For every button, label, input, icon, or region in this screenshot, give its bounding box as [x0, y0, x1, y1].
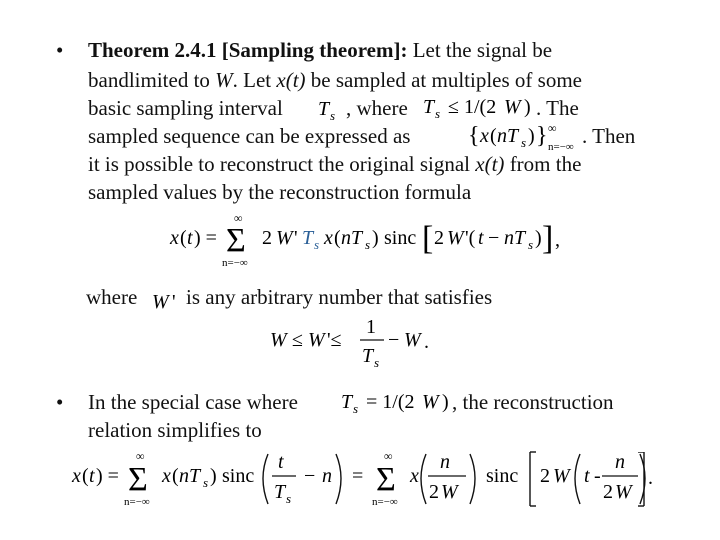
svg-text:) =: ) =: [194, 227, 217, 249]
svg-text:{: {: [468, 123, 480, 149]
text: . The: [536, 96, 579, 120]
svg-text:W: W: [270, 329, 287, 351]
svg-text:W: W: [441, 481, 458, 503]
svg-text:n=−∞: n=−∞: [124, 496, 150, 508]
svg-text:): ): [442, 391, 449, 413]
svg-text:t: t: [478, 227, 484, 249]
svg-text:= 1/(2: = 1/(2: [366, 391, 415, 413]
svg-text:sinc: sinc: [486, 465, 519, 487]
svg-text:s: s: [365, 237, 371, 252]
where-text: is any arbitrary number that satisfies: [186, 285, 493, 309]
svg-text:∞: ∞: [548, 121, 557, 135]
svg-text:−: −: [488, 227, 500, 249]
theorem-line-4b: [582, 124, 635, 149]
math-simplified-formula: [70, 446, 650, 512]
svg-text:n=−∞: n=−∞: [548, 141, 574, 153]
bullet-1: •: [56, 38, 64, 62]
svg-text:n: n: [615, 451, 625, 473]
svg-text:1: 1: [366, 316, 376, 338]
svg-text:n: n: [440, 451, 450, 473]
svg-text:(: (: [172, 465, 179, 487]
symbol-xt: x(t): [276, 68, 306, 92]
text: basic sampling interval: [88, 96, 283, 120]
svg-text:s: s: [203, 475, 209, 490]
text: Let the signal be: [407, 38, 553, 62]
svg-text:'(: '(: [465, 227, 476, 249]
text: sampled sequence can be expressed as: [88, 124, 411, 148]
svg-text:Σ: Σ: [376, 461, 396, 498]
svg-text:s: s: [521, 135, 527, 150]
svg-text:x: x: [162, 465, 171, 487]
svg-text:−: −: [304, 465, 316, 487]
svg-text:W: W: [553, 465, 570, 487]
math-special-condition: [338, 386, 450, 416]
svg-text:t: t: [89, 465, 95, 487]
symbol-xt: x(t): [475, 152, 505, 176]
svg-text:W: W: [615, 481, 632, 503]
svg-text:(: (: [82, 465, 89, 487]
svg-text:2: 2: [434, 227, 444, 249]
svg-text:W: W: [308, 329, 325, 351]
svg-text:W: W: [152, 291, 169, 313]
svg-text:T: T: [341, 391, 353, 413]
math-reconstruction-formula: [166, 208, 566, 270]
svg-text:,: ,: [555, 229, 560, 251]
svg-text:Σ: Σ: [128, 461, 148, 498]
special-line-1b: , the reconstruction: [452, 390, 614, 414]
svg-text:T: T: [302, 227, 314, 249]
svg-text:sinc: sinc: [222, 465, 255, 487]
svg-text:t: t: [584, 465, 590, 487]
special-line-2: relation simplifies to: [88, 418, 262, 442]
text: . Let: [232, 68, 277, 92]
text: bandlimited to: [88, 68, 216, 92]
svg-text:n=−∞: n=−∞: [372, 496, 398, 508]
svg-text:s: s: [314, 237, 320, 252]
svg-text:≤ 1/(2: ≤ 1/(2: [448, 96, 497, 118]
text: . Then: [582, 124, 636, 148]
svg-text:.: .: [648, 467, 653, 489]
svg-text:T: T: [362, 345, 374, 367]
svg-text:x: x: [410, 465, 419, 487]
svg-text:Σ: Σ: [226, 222, 246, 259]
svg-text:T: T: [318, 98, 330, 120]
svg-text:): ): [535, 227, 542, 249]
svg-text:): ): [528, 125, 535, 147]
svg-text:2: 2: [429, 481, 439, 503]
svg-text:T: T: [274, 481, 286, 503]
theorem-line-1: [88, 38, 552, 63]
theorem-line-2: [88, 68, 582, 93]
svg-text:sinc: sinc: [384, 227, 417, 249]
svg-text:x: x: [480, 125, 489, 147]
special-line-1a: In the special case where: [88, 390, 298, 414]
svg-text:n=−∞: n=−∞: [222, 257, 248, 269]
svg-text:s: s: [528, 237, 534, 252]
svg-text:s: s: [374, 355, 380, 370]
svg-text:T: T: [423, 96, 435, 118]
svg-text:=: =: [352, 465, 364, 487]
svg-text:W: W: [447, 227, 464, 249]
svg-text:∞: ∞: [234, 211, 243, 225]
svg-text:[: [: [422, 220, 434, 257]
svg-text:': ': [294, 227, 298, 249]
svg-text:2: 2: [540, 465, 550, 487]
math-Wprime: [150, 286, 184, 316]
svg-text:(: (: [490, 125, 497, 147]
svg-text:x: x: [170, 227, 179, 249]
svg-text:2: 2: [603, 481, 613, 503]
theorem-line-3a: [88, 96, 283, 121]
svg-text:nT: nT: [341, 227, 363, 249]
svg-text:t: t: [278, 451, 284, 473]
svg-text:W: W: [404, 329, 421, 351]
svg-text:s: s: [286, 491, 292, 506]
where-label: where: [86, 285, 138, 309]
svg-text:∞: ∞: [136, 449, 145, 463]
svg-text:(: (: [334, 227, 341, 249]
svg-text:nT: nT: [497, 125, 519, 147]
svg-text:(: (: [180, 227, 187, 249]
symbol-W: W: [215, 68, 233, 92]
svg-text:t: t: [187, 227, 193, 249]
svg-text:x: x: [72, 465, 81, 487]
svg-text:-: -: [594, 465, 601, 487]
svg-text:s: s: [330, 108, 336, 123]
text: from the: [504, 152, 582, 176]
svg-text:.: .: [424, 331, 429, 353]
svg-text:': ': [172, 291, 176, 313]
text: be sampled at multiples of some: [305, 68, 582, 92]
svg-text:nT: nT: [179, 465, 201, 487]
svg-text:n: n: [322, 465, 332, 487]
svg-text:s: s: [435, 106, 441, 121]
svg-text:x: x: [324, 227, 333, 249]
svg-text:) =: ) =: [96, 465, 119, 487]
svg-text:}: }: [536, 123, 548, 149]
text: , where: [346, 96, 408, 120]
svg-text:): ): [210, 465, 217, 487]
svg-text:]: ]: [542, 220, 554, 257]
math-inequality: [268, 312, 438, 372]
math-bracket-close: [636, 452, 660, 508]
svg-text:2: 2: [262, 227, 272, 249]
theorem-line-4a: [88, 124, 410, 149]
svg-text:nT: nT: [504, 227, 526, 249]
theorem-title: Theorem 2.4.1 [Sampling theorem]:: [88, 38, 408, 62]
text: it is possible to reconstruct the original signal: [88, 152, 476, 176]
svg-text:): ): [524, 96, 531, 118]
math-sampled-sequence: [468, 118, 580, 154]
svg-text:∞: ∞: [384, 449, 393, 463]
svg-text:≤: ≤: [292, 329, 303, 351]
theorem-line-6: sampled values by the reconstruction formula: [88, 180, 472, 204]
svg-text:W: W: [276, 227, 293, 249]
svg-text:): ): [372, 227, 379, 249]
svg-text:W: W: [422, 391, 439, 413]
svg-text:W: W: [504, 96, 521, 118]
bullet-2: •: [56, 390, 64, 414]
theorem-line-3b: [346, 96, 408, 121]
theorem-line-5: [88, 152, 581, 177]
svg-text:'≤: '≤: [327, 329, 342, 351]
svg-text:s: s: [353, 401, 359, 416]
svg-text:−: −: [388, 329, 400, 351]
